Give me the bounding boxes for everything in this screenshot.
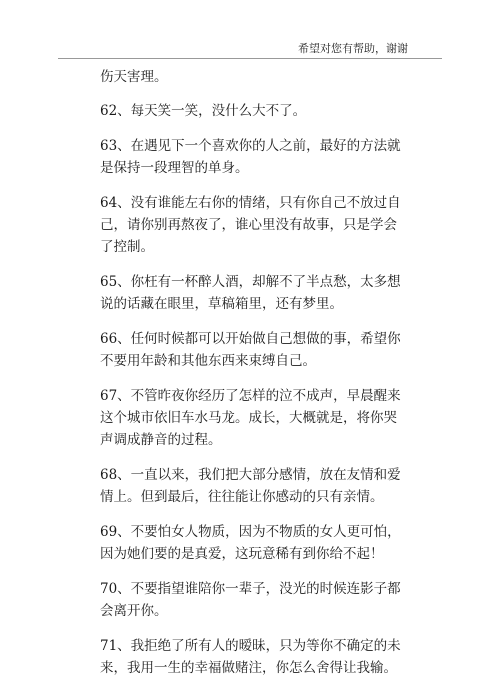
document-body [100, 66, 405, 692]
page-header: 希望对您有帮助，谢谢 [298, 42, 408, 55]
quote-64: 64、没有谁能左右你的情绪，只有你自己不放过自己，请你别再熬夜了，谁心里没有故事，只是学会了控制。 [100, 195, 401, 255]
quote-65: 65、你枉有一杯醉人酒，却解不了半点愁，太多想说的话藏在眼里，草稿箱里，还有梦里。 [100, 274, 401, 312]
quote-67: 67、不管昨夜你经历了怎样的泣不成声，早晨醒来这个城市依旧车水马龙。成长，大概就是，将你哭声调成静音的过程。 [100, 388, 401, 448]
continuation-text: 伤天害理。 [100, 69, 168, 85]
quote-69: 69、不要怕女人物质，因为不物质的女人更可怕，因为她们要的是真爱，这玩意稀有到你给不起！ [100, 524, 401, 562]
quote-70: 70、不要指望谁陪你一辈子，没光的时候连影子都会离开你。 [100, 581, 401, 619]
quote-62: 62、每天笑一笑，没什么大不了。 [100, 103, 307, 119]
header-divider [58, 58, 442, 59]
quote-71: 71、我拒绝了所有人的暧昧，只为等你不确定的未来，我用一生的幸福做赌注，你怎么舍得让我输。 [100, 638, 401, 676]
quote-66: 66、任何时候都可以开始做自己想做的事，希望你不要用年龄和其他东西来束缚自己。 [100, 331, 401, 369]
quote-68: 68、一直以来，我们把大部分感情，放在友情和爱情上。但到最后，往往能让你感动的只有亲情。 [100, 467, 401, 505]
quote-63: 63、在遇见下一个喜欢你的人之前，最好的方法就是保持一段理智的单身。 [100, 138, 401, 176]
